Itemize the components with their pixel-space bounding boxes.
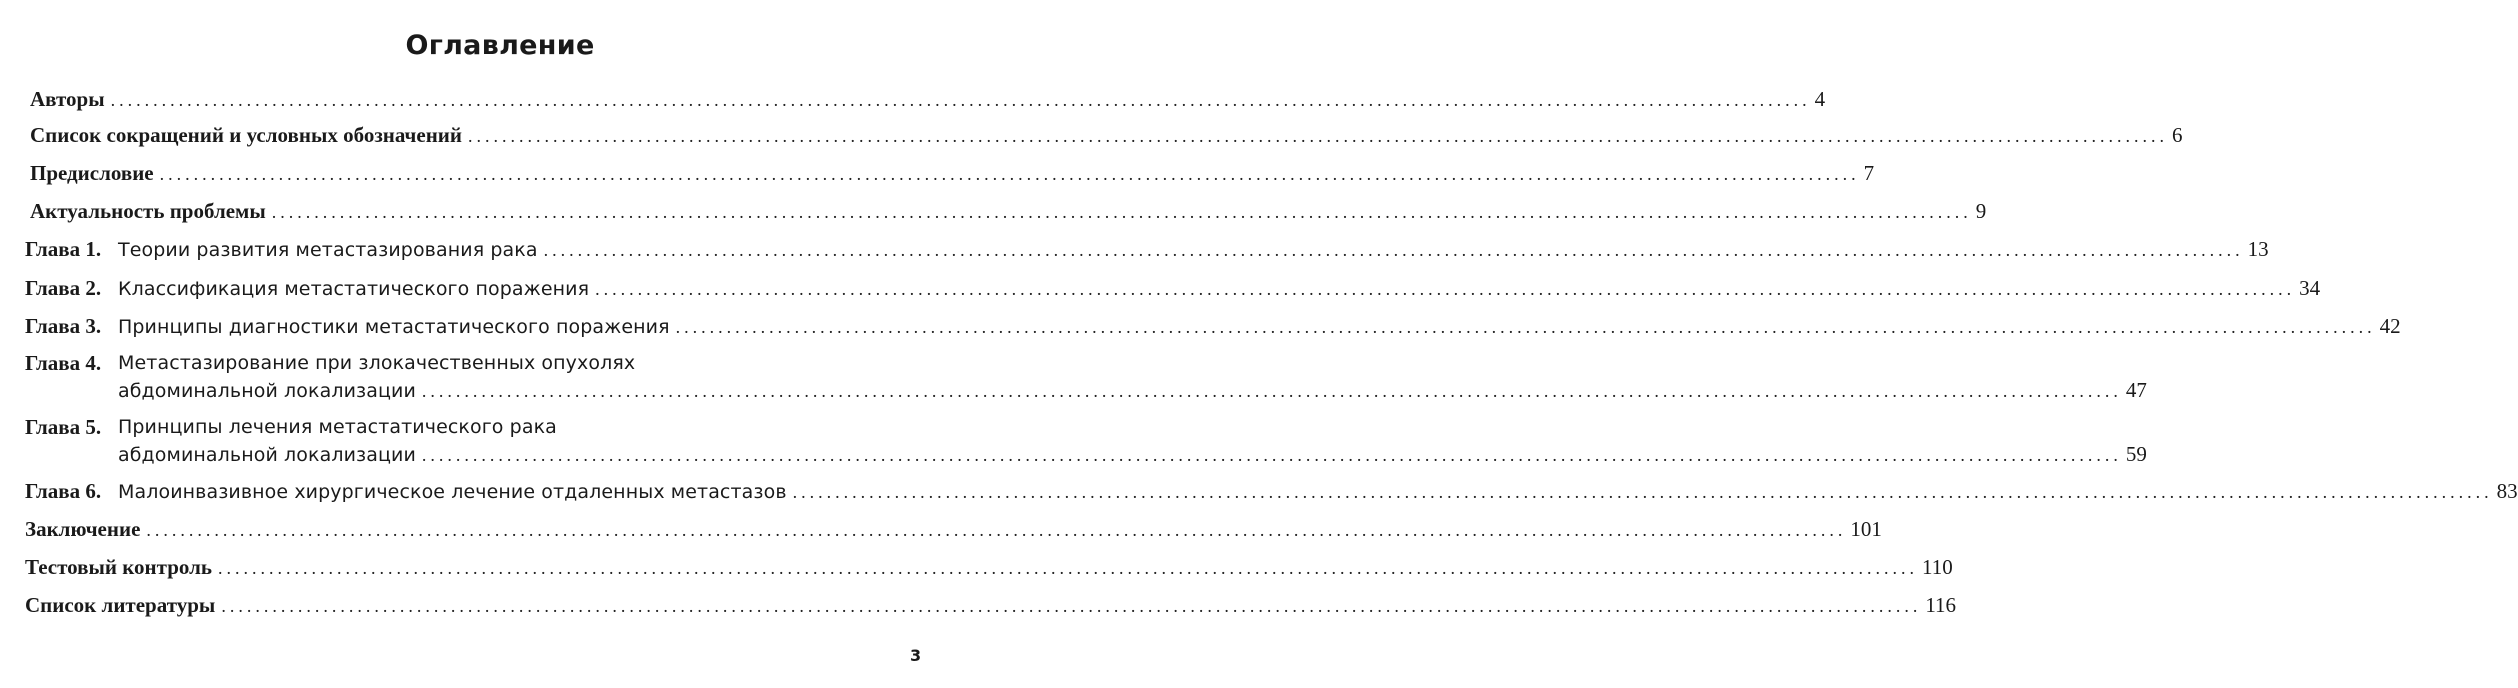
- chapter-title-continued: абдоминальной локализации: [118, 380, 416, 402]
- toc-entry-page: 9: [1975, 199, 1987, 223]
- dot-leader: ........................................................................................................................................................................................................: [218, 558, 1918, 578]
- dot-leader: ........................................................................................................................................................................................................: [146, 520, 1847, 540]
- toc-entry-title: Предисловие: [30, 161, 154, 185]
- chapter-title: Принципы лечения метастатического рака: [118, 416, 557, 438]
- toc-entry-references[interactable]: [25, 592, 1957, 618]
- toc-entry-page: 13: [2247, 237, 2269, 261]
- chapter-label: Глава 3.: [25, 314, 102, 338]
- chapter-label: Глава 1.: [25, 237, 102, 261]
- chapter-title-continued: абдоминальной локализации: [118, 444, 416, 466]
- chapter-label: Глава 6.: [25, 479, 102, 503]
- toc-entry-title: Тестовый контроль: [25, 555, 212, 579]
- dot-leader: ........................................................................................................................................................................................................: [421, 445, 2122, 465]
- toc-entry-page: 6: [2172, 123, 2183, 147]
- toc-entry-title: Заключение: [25, 517, 141, 541]
- page-number: 3: [910, 646, 922, 665]
- toc-entry-page: 83: [2496, 479, 2518, 503]
- chapter-line: [118, 478, 2518, 504]
- dot-leader: ........................................................................................................................................................................................................: [675, 317, 2376, 337]
- toc-entry-page: 34: [2299, 276, 2321, 300]
- chapter-line: [118, 313, 2401, 339]
- chapter-line: [118, 350, 925, 376]
- chapter-line: [118, 236, 2269, 262]
- toc-entry-abbreviations[interactable]: [30, 122, 2183, 148]
- toc-entry-page: 47: [2125, 378, 2147, 402]
- toc-entry-authors[interactable]: [30, 86, 1826, 112]
- chapter-line: [118, 441, 2147, 467]
- dot-leader: ........................................................................................................................................................................................................: [110, 90, 1811, 110]
- toc-entry-page: 59: [2125, 442, 2147, 466]
- page-title: Оглавление: [405, 30, 595, 61]
- dot-leader: ........................................................................................................................................................................................................: [421, 381, 2122, 401]
- dot-leader: ........................................................................................................................................................................................................: [271, 202, 1972, 222]
- chapter-title: Классификация метастатического поражения: [118, 278, 590, 300]
- chapter-title: Метастазирование при злокачественных опухолях: [118, 352, 636, 374]
- toc-entry-test-control[interactable]: [25, 554, 1953, 580]
- dot-leader: ........................................................................................................................................................................................................: [468, 126, 2168, 146]
- toc-entry-page: 110: [1922, 555, 1953, 579]
- toc-entry-relevance[interactable]: [30, 198, 1987, 224]
- dot-leader: ........................................................................................................................................................................................................: [792, 482, 2493, 502]
- toc-entry-page: 42: [2379, 314, 2401, 338]
- toc-entry-title: Список литературы: [25, 593, 216, 617]
- dot-leader: ........................................................................................................................................................................................................: [543, 240, 2244, 260]
- toc-entry-title: Авторы: [30, 87, 105, 111]
- chapter-title: Принципы диагностики метастатического поражения: [118, 316, 670, 338]
- toc-entry-conclusion[interactable]: [25, 516, 1882, 542]
- dot-leader: ........................................................................................................................................................................................................: [595, 279, 2296, 299]
- toc-entry-title: Список сокращений и условных обозначений: [30, 123, 462, 147]
- chapter-title: Теории развития метастазирования рака: [118, 239, 538, 261]
- chapter-label: Глава 4.: [25, 351, 102, 375]
- toc-entry-page: 116: [1925, 593, 1957, 617]
- dot-leader: ........................................................................................................................................................................................................: [221, 596, 1922, 616]
- chapter-label: Глава 2.: [25, 276, 102, 300]
- toc-entry-preface[interactable]: [30, 160, 1875, 186]
- dot-leader: ........................................................................................................................................................................................................: [159, 164, 1860, 184]
- toc-entry-page: 101: [1850, 517, 1882, 541]
- chapter-label: Глава 5.: [25, 415, 102, 439]
- chapter-line: [118, 414, 925, 440]
- chapter-line: [118, 377, 2147, 403]
- toc-entry-title: Актуальность проблемы: [30, 199, 266, 223]
- toc-entry-page: 4: [1814, 87, 1826, 111]
- chapter-line: [118, 275, 2321, 301]
- toc-entry-page: 7: [1863, 161, 1875, 185]
- chapter-title: Малоинвазивное хирургическое лечение отдаленных метастазов: [118, 481, 787, 503]
